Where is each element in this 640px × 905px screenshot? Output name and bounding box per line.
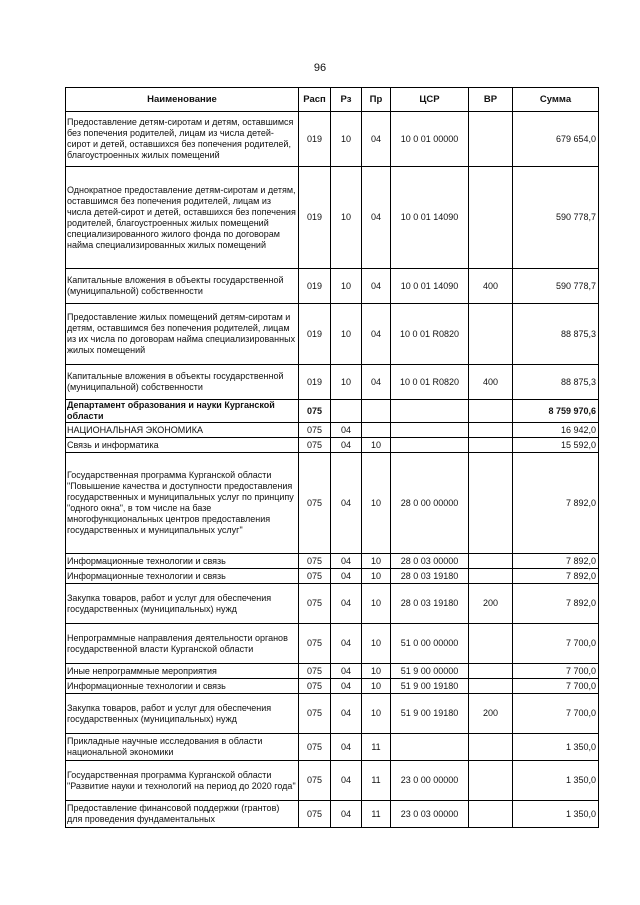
cell-rasp: 075 [299,554,331,569]
cell-csr: 28 0 03 19180 [391,569,469,584]
cell-rasp: 075 [299,801,331,828]
cell-sum: 7 700,0 [513,664,599,679]
cell-csr: 51 9 00 19180 [391,679,469,694]
table-row [66,112,599,167]
cell-rz: 04 [331,423,362,438]
cell-name: Департамент образования и науки Курганской области [66,400,299,423]
cell-vr [469,423,513,438]
cell-csr: 10 0 01 R0820 [391,304,469,365]
cell-sum: 7 892,0 [513,554,599,569]
cell-sum: 590 778,7 [513,269,599,304]
cell-pr: 04 [362,269,391,304]
cell-csr [391,423,469,438]
cell-sum: 7 892,0 [513,584,599,624]
table-row [66,167,599,269]
cell-pr: 10 [362,694,391,734]
table-row [66,584,599,624]
cell-name: Предоставление детям-сиротам и детям, оставшимся без попечения родителей, лицам из числа детей-сирот и детей, оставшихся без попечения родителей, благоустроенных жилых помещений [66,112,299,167]
cell-csr: 51 0 00 00000 [391,624,469,664]
cell-csr [391,734,469,761]
cell-vr [469,761,513,801]
cell-pr: 11 [362,801,391,828]
cell-rasp: 019 [299,112,331,167]
cell-name: Непрограммные направления деятельности органов государственной власти Курганской области [66,624,299,664]
cell-pr: 10 [362,438,391,453]
cell-sum: 7 700,0 [513,679,599,694]
cell-rz: 04 [331,664,362,679]
cell-rz: 10 [331,167,362,269]
cell-csr: 28 0 03 00000 [391,554,469,569]
cell-pr [362,423,391,438]
cell-rasp: 075 [299,664,331,679]
table-row [66,365,599,400]
cell-pr: 11 [362,761,391,801]
cell-rz: 04 [331,694,362,734]
cell-rasp: 075 [299,694,331,734]
cell-name: Государственная программа Курганской области "Развитие науки и технологий на период до 2020 года" [66,761,299,801]
cell-sum: 7 892,0 [513,569,599,584]
cell-rz: 10 [331,304,362,365]
table-row [66,304,599,365]
budget-table [65,87,599,828]
cell-rasp: 075 [299,423,331,438]
table-row [66,569,599,584]
cell-name: Предоставление жилых помещений детям-сиротам и детям, оставшимся без попечения родителей, лицам из их числа по договорам найма специализированных жилых помещений [66,304,299,365]
table-row [66,269,599,304]
cell-rasp: 075 [299,761,331,801]
cell-csr: 51 9 00 00000 [391,664,469,679]
cell-vr: 200 [469,584,513,624]
cell-name: Закупка товаров, работ и услуг для обеспечения государственных (муниципальных) нужд [66,584,299,624]
cell-csr: 28 0 00 00000 [391,453,469,554]
cell-pr: 10 [362,569,391,584]
table-row [66,664,599,679]
cell-vr [469,569,513,584]
cell-pr: 10 [362,453,391,554]
cell-rz: 10 [331,269,362,304]
cell-sum: 15 592,0 [513,438,599,453]
cell-pr: 04 [362,112,391,167]
cell-sum: 1 350,0 [513,761,599,801]
cell-pr: 11 [362,734,391,761]
cell-rasp: 019 [299,365,331,400]
cell-rasp: 019 [299,304,331,365]
cell-name: Информационные технологии и связь [66,679,299,694]
cell-rz: 04 [331,624,362,664]
cell-pr: 04 [362,365,391,400]
table-body [66,112,599,828]
cell-sum: 88 875,3 [513,365,599,400]
cell-name: Информационные технологии и связь [66,569,299,584]
page-number: 96 [313,62,327,74]
header-pr: Пр [362,88,391,112]
cell-csr: 10 0 01 R0820 [391,365,469,400]
table-row [66,438,599,453]
cell-vr: 200 [469,694,513,734]
cell-sum: 590 778,7 [513,167,599,269]
cell-rasp: 075 [299,400,331,423]
table-row [66,554,599,569]
cell-csr: 10 0 01 14090 [391,167,469,269]
cell-rasp: 075 [299,734,331,761]
cell-name: Государственная программа Курганской области "Повышение качества и доступности предоставления государственных и муниципальных услуг по принципу "одного окна", в том числе на базе многофункциональных центров предоставления государственных и муниципальных услуг" [66,453,299,554]
table-row [66,801,599,828]
cell-rasp: 019 [299,167,331,269]
header-name: Наименование [66,88,299,112]
header-sum: Сумма [513,88,599,112]
cell-rz: 10 [331,112,362,167]
cell-sum: 16 942,0 [513,423,599,438]
cell-vr: 400 [469,269,513,304]
cell-sum: 8 759 970,6 [513,400,599,423]
cell-pr: 10 [362,554,391,569]
cell-sum: 7 700,0 [513,624,599,664]
cell-rz: 04 [331,801,362,828]
cell-rz: 04 [331,554,362,569]
cell-pr: 04 [362,167,391,269]
cell-rasp: 075 [299,438,331,453]
cell-vr [469,167,513,269]
cell-vr [469,453,513,554]
table-row [66,761,599,801]
cell-pr: 10 [362,624,391,664]
cell-vr [469,624,513,664]
header-rasp: Расп [299,88,331,112]
cell-rz: 04 [331,569,362,584]
table-row [66,734,599,761]
cell-csr [391,438,469,453]
cell-name: Капитальные вложения в объекты государственной (муниципальной) собственности [66,269,299,304]
cell-rz: 04 [331,734,362,761]
cell-csr: 23 0 00 00000 [391,761,469,801]
table-header-row [66,88,599,112]
cell-name: Закупка товаров, работ и услуг для обеспечения государственных (муниципальных) нужд [66,694,299,734]
cell-rz: 04 [331,584,362,624]
cell-rz: 04 [331,453,362,554]
cell-name: Прикладные научные исследования в области национальной экономики [66,734,299,761]
cell-csr: 10 0 01 14090 [391,269,469,304]
cell-csr: 51 9 00 19180 [391,694,469,734]
cell-csr: 23 0 03 00000 [391,801,469,828]
header-csr: ЦСР [391,88,469,112]
cell-vr [469,734,513,761]
cell-name: Иные непрограммные мероприятия [66,664,299,679]
cell-vr [469,664,513,679]
cell-sum: 7 892,0 [513,453,599,554]
cell-csr: 10 0 01 00000 [391,112,469,167]
table-row [66,679,599,694]
cell-csr [391,400,469,423]
cell-rz: 04 [331,761,362,801]
cell-rz: 04 [331,438,362,453]
cell-sum: 1 350,0 [513,734,599,761]
cell-pr: 10 [362,584,391,624]
cell-vr [469,112,513,167]
cell-name: Информационные технологии и связь [66,554,299,569]
cell-vr [469,400,513,423]
cell-name: НАЦИОНАЛЬНАЯ ЭКОНОМИКА [66,423,299,438]
cell-name: Капитальные вложения в объекты государственной (муниципальной) собственности [66,365,299,400]
cell-vr: 400 [469,365,513,400]
cell-rz: 10 [331,365,362,400]
cell-rz [331,400,362,423]
table-row [66,453,599,554]
cell-sum: 1 350,0 [513,801,599,828]
cell-sum: 88 875,3 [513,304,599,365]
cell-vr [469,801,513,828]
cell-vr [469,554,513,569]
cell-name: Однократное предоставление детям-сиротам и детям, оставшимся без попечения родителей, лицам из числа детей-сирот и детей, оставшихся без попечения родителей, благоустроенных жилых помещений специализированного жилого фонда по договорам найма специализированных жилых помещений [66,167,299,269]
cell-rasp: 075 [299,584,331,624]
cell-rasp: 075 [299,624,331,664]
header-rz: Рз [331,88,362,112]
table-row [66,400,599,423]
cell-name: Предоставление финансовой поддержки (грантов) для проведения фундаментальных [66,801,299,828]
cell-rz: 04 [331,679,362,694]
cell-name: Связь и информатика [66,438,299,453]
cell-vr [469,438,513,453]
cell-rasp: 075 [299,569,331,584]
cell-pr: 04 [362,304,391,365]
cell-rasp: 019 [299,269,331,304]
cell-csr: 28 0 03 19180 [391,584,469,624]
cell-sum: 7 700,0 [513,694,599,734]
cell-pr: 10 [362,679,391,694]
table-row [66,694,599,734]
cell-sum: 679 654,0 [513,112,599,167]
cell-pr [362,400,391,423]
cell-rasp: 075 [299,453,331,554]
header-vr: ВР [469,88,513,112]
cell-pr: 10 [362,664,391,679]
cell-rasp: 075 [299,679,331,694]
cell-vr [469,679,513,694]
table-row [66,423,599,438]
cell-vr [469,304,513,365]
table-row [66,624,599,664]
